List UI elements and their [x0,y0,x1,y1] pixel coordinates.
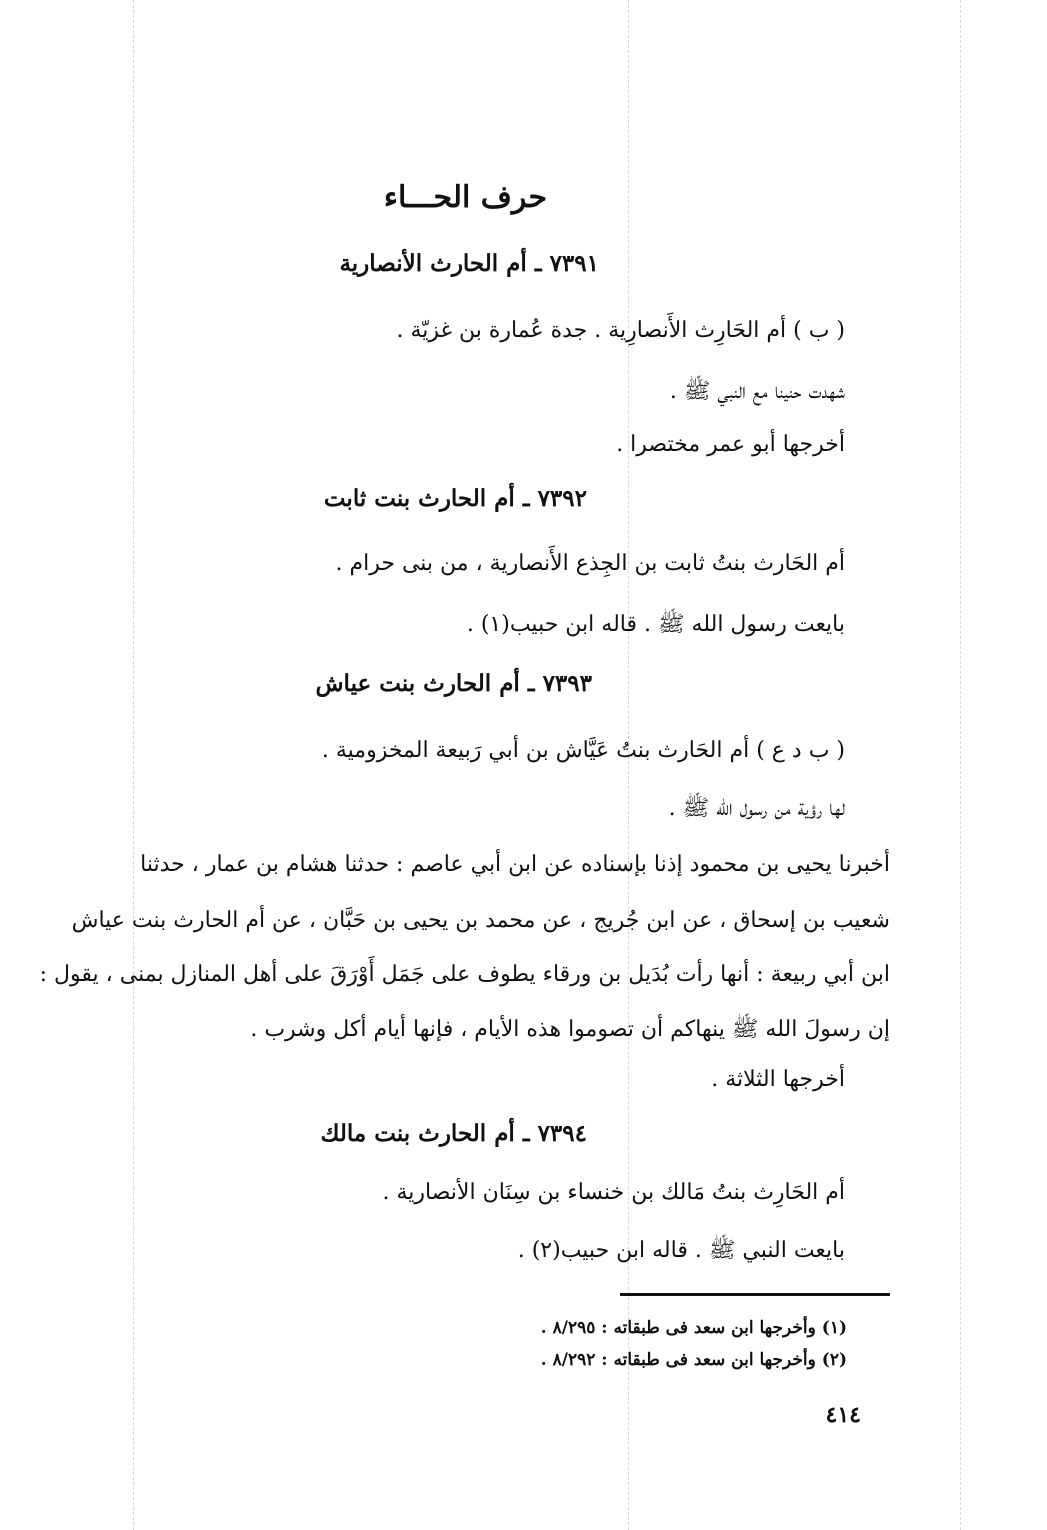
entry-title-7392: ٧٣٩٢ ـ أم الحارث بنت ثابت [323,485,587,512]
entry-line: شهدت حنينا مع النبي ﷺ . [669,379,845,404]
entry-line: أخرجها أبو عمر مختصرا . [616,432,845,457]
entry-line: بايعت النبي ﷺ . قاله ابن حبيب(٢) . [517,1238,845,1263]
entry-line: ابن أبي ربيعة : أنها رأت بُدَيل بن ورقاء يطوف على جَمَل أَوْرَقَ على أهل المنازل بمنى ، يقول : [39,962,890,987]
entry-line: أم الحَارِث بنتُ مَالك بن خنساء بن سِنَان الأنصارية . [382,1180,845,1205]
entry-title-7391: ٧٣٩١ ـ أم الحارث الأنصارية [339,250,599,277]
entry-title-7394: ٧٣٩٤ ـ أم الحارث بنت مالك [320,1120,587,1147]
footnote-2: (٢) وأخرجها ابن سعد فى طبقاته : ٨/٢٩٢ . [540,1350,847,1370]
entry-line: ( ب ) أم الحَارِث الأَنصارِية . جدة عُمارة بن غزيّة . [396,318,845,343]
entry-title-7393: ٧٣٩٣ ـ أم الحارث بنت عياش [315,670,592,697]
entry-line: أخبرنا يحيى بن محمود إذنا بإسناده عن ابن أبي عاصم : حدثنا هشام بن عمار ، حدثنا [140,852,890,877]
scan-guide-line [628,0,629,1530]
scan-guide-line [960,0,961,1530]
entry-line: لها رؤية من رسول الله ﷺ . [668,796,845,821]
entry-line: ( ب د ع ) أم الحَارث بنتُ عَيَّاش بن أبي رَبيعة المخزومية . [321,738,845,763]
scan-guide-line [133,0,134,1530]
entry-line: إن رسولَ الله ﷺ ينهاكم أن تصوموا هذه الأيام ، فإنها أيام أكل وشرب . [250,1017,890,1042]
entry-line: أخرجها الثلاثة . [711,1067,845,1092]
entry-line: بايعت رسول الله ﷺ . قاله ابن حبيب(١) . [466,612,845,637]
footnote-divider [620,1293,890,1296]
footnote-1: (١) وأخرجها ابن سعد فى طبقاته : ٨/٢٩٥ . [540,1318,847,1338]
entry-line: أم الحَارث بنتُ ثابت بن الجِذع الأَنصارية ، من بنى حرام . [335,551,845,576]
entry-line: شعيب بن إسحاق ، عن ابن جُريج ، عن محمد بن يحيى بن حَبَّان ، عن أم الحارث بنت عياش [71,908,890,933]
page-number: ٤١٤ [825,1402,861,1428]
chapter-title: حرف الحـــاء [383,180,547,215]
